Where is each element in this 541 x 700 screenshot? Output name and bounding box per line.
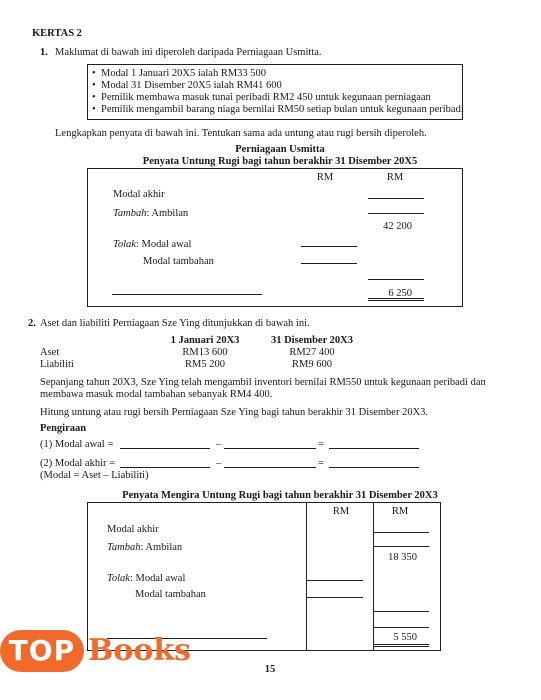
q2-modal-akhir-blank[interactable] [373, 532, 429, 533]
q2-col-2-header: 31 Disember 20X3 [270, 335, 354, 346]
q1-intro: Maklumat di bawah ini diperoleh daripada Perniagaan Usmitta. [55, 47, 322, 58]
q2-column-divider-2 [373, 502, 374, 651]
q2-column-divider-1 [306, 502, 307, 651]
q2-pengiraan-label: Pengiraan [40, 423, 87, 434]
q1-bullet-1: • Modal 1 Januari 20X5 ialah RM33 500 [101, 67, 266, 80]
q1-total-double-rule-1 [368, 298, 424, 299]
q1-result-label-blank[interactable] [112, 294, 262, 295]
q2-tambah-label: Tambah: Ambilan [107, 542, 183, 553]
q2-total-rule [373, 611, 429, 612]
q2-calc-2-blank-a[interactable] [120, 467, 210, 468]
q1-modal-akhir-label: Modal akhir [113, 189, 165, 200]
q2-statement-title: Penyata Mengira Untung Rugi bagi tahun berakhir 31 Disember 20X3 [122, 490, 438, 501]
q2-calc-2-blank-b[interactable] [224, 467, 316, 468]
q1-ambilan-blank[interactable] [368, 213, 424, 214]
q2-calc-1-blank-c[interactable] [329, 448, 419, 449]
q1-tolak-label: Tolak: Modal awal [113, 239, 192, 250]
section-heading: KERTAS 2 [32, 28, 82, 39]
q2-total-double-rule-1 [373, 644, 429, 645]
q2-row-liabiliti-v1: RM5 200 [185, 359, 225, 370]
q1-statement-title-period: Penyata Untung Rugi bagi tahun berakhir 31 Disember 20X5 [142, 156, 418, 167]
q2-row-aset-v2: RM27 400 [289, 347, 335, 358]
q2-modal-tambahan-label: Modal tambahan [135, 589, 206, 600]
q1-statement-title-business: Perniagaan Usmitta [235, 144, 325, 155]
q2-number: 2. [28, 318, 36, 329]
q2-total: 5 550 [393, 632, 417, 643]
q1-bullet-2: • Modal 31 Disember 20X5 ialah RM41 600 [101, 79, 282, 92]
q2-calc-1-blank-a[interactable] [120, 448, 210, 449]
q2-total-top-rule [373, 627, 429, 628]
q1-modal-tambahan-blank[interactable] [301, 263, 357, 264]
q2-calc-2-label: (2) Modal akhir = [40, 458, 116, 469]
q2-row-liabiliti-v2: RM9 600 [292, 359, 332, 370]
q2-calc-1-blank-b[interactable] [224, 448, 316, 449]
q2-calc-2-minus: – [216, 458, 222, 469]
q1-bullet-4: • Pemilik mengambil barang niaga bernilai RM50 setiap bulan untuk kegunaan peribadi [101, 103, 464, 116]
q2-ambilan-blank[interactable] [373, 546, 429, 547]
q2-total-double-rule-2 [373, 646, 429, 647]
q2-calc-1-label: (1) Modal awal = [40, 439, 114, 450]
q2-col-rm-2: RM [391, 506, 409, 517]
q1-tambah-label: Tambah: Ambilan [113, 208, 189, 219]
q1-modal-tambahan-label: Modal tambahan [143, 256, 214, 267]
topbooks-logo-badge: TOP [0, 630, 84, 672]
q2-modal-akhir-label: Modal akhir [107, 524, 159, 535]
q1-col-rm-2: RM [386, 172, 404, 183]
q2-paragraph-1b: membawa masuk modal tambahan sebanyak RM4 400. [40, 389, 273, 400]
q2-calc-2-blank-c[interactable] [329, 467, 419, 468]
q1-modal-awal-blank[interactable] [301, 246, 357, 247]
q2-col-rm-1: RM [332, 506, 350, 517]
topbooks-logo-wordmark: Books [88, 633, 192, 668]
q2-modal-tambahan-blank[interactable] [307, 597, 363, 598]
q1-instruction: Lengkapkan penyata di bawah ini. Tentukan sama ada untung atau rugi bersih diperoleh. [55, 128, 427, 139]
q2-row-aset-v1: RM13 600 [182, 347, 228, 358]
page-number: 15 [264, 664, 276, 675]
q2-tolak-label: Tolak: Modal awal [107, 573, 186, 584]
q1-modal-akhir-blank[interactable] [368, 198, 424, 199]
q2-modal-awal-blank[interactable] [307, 580, 363, 581]
q1-col-rm-1: RM [316, 172, 334, 183]
q1-number: 1. [40, 47, 48, 58]
q2-calc-2-equals: = [318, 458, 324, 469]
q1-subtotal: 42 200 [383, 221, 412, 232]
q2-paragraph-2: Hitung untung atau rugi bersih Perniagaan Sze Ying bagi tahun berakhir 31 Disember 20X3. [40, 407, 429, 418]
q1-total-rule [368, 279, 424, 280]
q2-col-1-header: 1 Januari 20X3 [170, 335, 240, 346]
q2-subtotal: 18 350 [388, 552, 417, 563]
q2-intro: Aset dan liabiliti Perniagaan Sze Ying ditunjukkan di bawah ini. [40, 318, 310, 329]
q1-total: 6 250 [388, 288, 412, 299]
q2-calc-1-equals: = [318, 439, 324, 450]
q1-bullet-3: • Pemilik membawa masuk tunai peribadi RM2 450 untuk kegunaan perniagaan [101, 91, 431, 104]
q2-row-liabiliti-label: Liabiliti [40, 359, 74, 370]
q2-calc-note: (Modal = Aset – Liabiliti) [40, 470, 149, 481]
q1-total-double-rule-2 [368, 300, 424, 301]
q2-calc-1-minus: – [216, 439, 222, 450]
q2-row-aset-label: Aset [40, 347, 60, 358]
q2-paragraph-1a: Sepanjang tahun 20X3, Sze Ying telah mengambil inventori bernilai RM550 untuk kegunaan peribadi dan [40, 377, 486, 388]
